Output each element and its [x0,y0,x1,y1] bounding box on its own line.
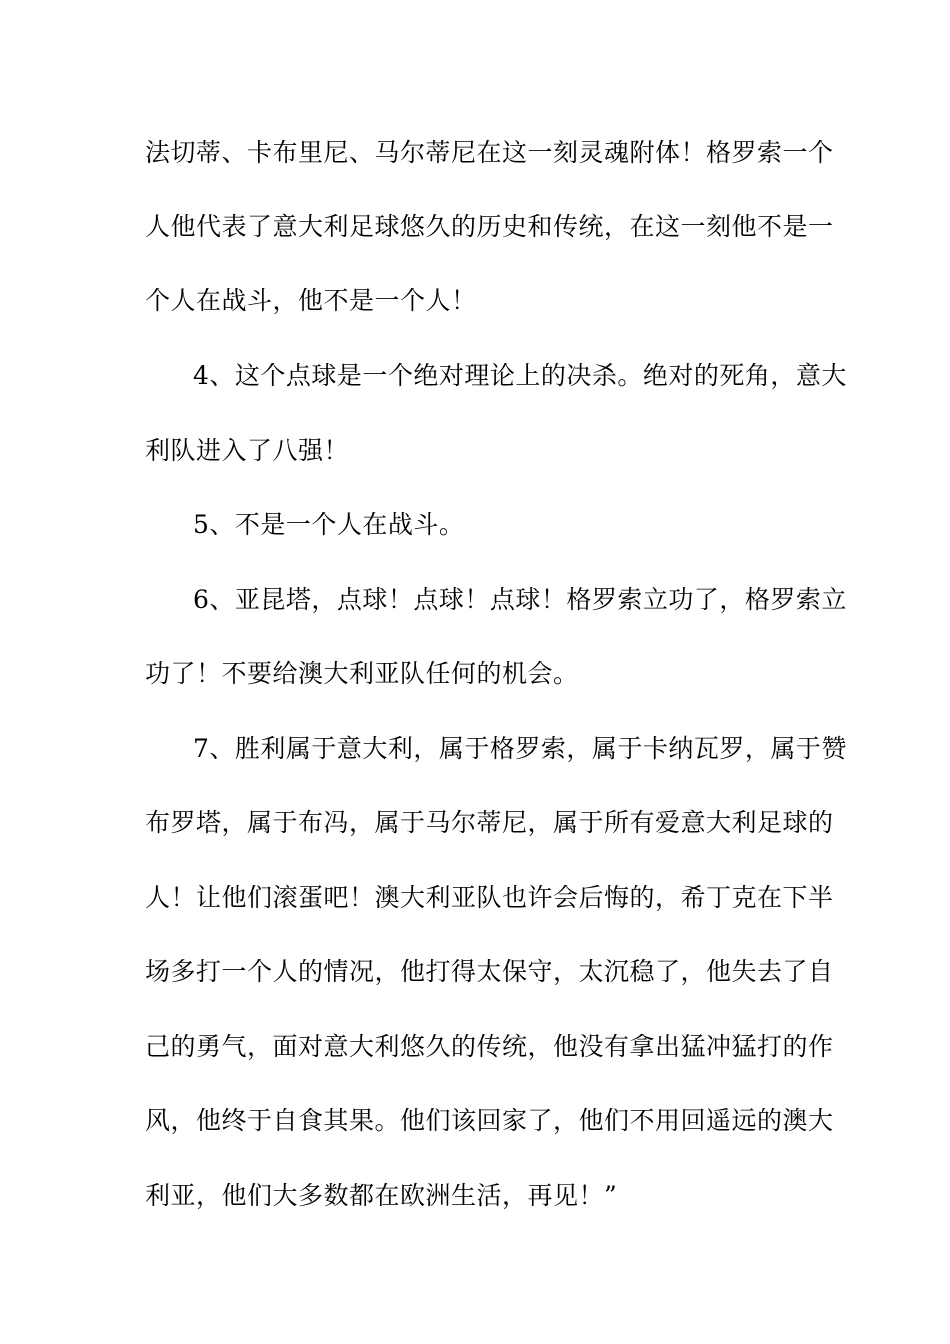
text-line-1: 法切蒂、卡布里尼、马尔蒂尼在这一刻灵魂附体！格罗索一个 [145,138,834,167]
text-line-5: 利队进入了八强！ [145,436,350,465]
text-line-7: 6、亚昆塔，点球！点球！点球！格罗索立功了，格罗索立 [193,585,847,614]
text-line-11: 人！让他们滚蛋吧！澳大利亚队也许会后悔的，希丁克在下半 [145,883,834,912]
text-line-2: 人他代表了意大利足球悠久的历史和传统，在这一刻他不是一 [145,212,834,241]
text-line-6: 5、不是一个人在战斗。 [193,510,465,539]
text-line-12: 场多打一个人的情况，他打得太保守，太沉稳了，他失去了自 [145,957,834,986]
text-line-13: 己的勇气，面对意大利悠久的传统，他没有拿出猛冲猛打的作 [145,1032,834,1061]
text-line-14: 风，他终于自食其果。他们该回家了，他们不用回遥远的澳大 [145,1106,834,1135]
text-line-9: 7、胜利属于意大利，属于格罗索，属于卡纳瓦罗，属于赞 [193,734,847,763]
text-line-4: 4、这个点球是一个绝对理论上的决杀。绝对的死角，意大 [193,361,847,390]
text-line-10: 布罗塔，属于布冯，属于马尔蒂尼，属于所有爱意大利足球的 [145,808,834,837]
text-line-3: 个人在战斗，他不是一个人！ [145,286,477,315]
text-line-8: 功了！不要给澳大利亚队任何的机会。 [145,659,579,688]
text-line-15: 利亚，他们大多数都在欧洲生活，再见！” [145,1181,618,1210]
